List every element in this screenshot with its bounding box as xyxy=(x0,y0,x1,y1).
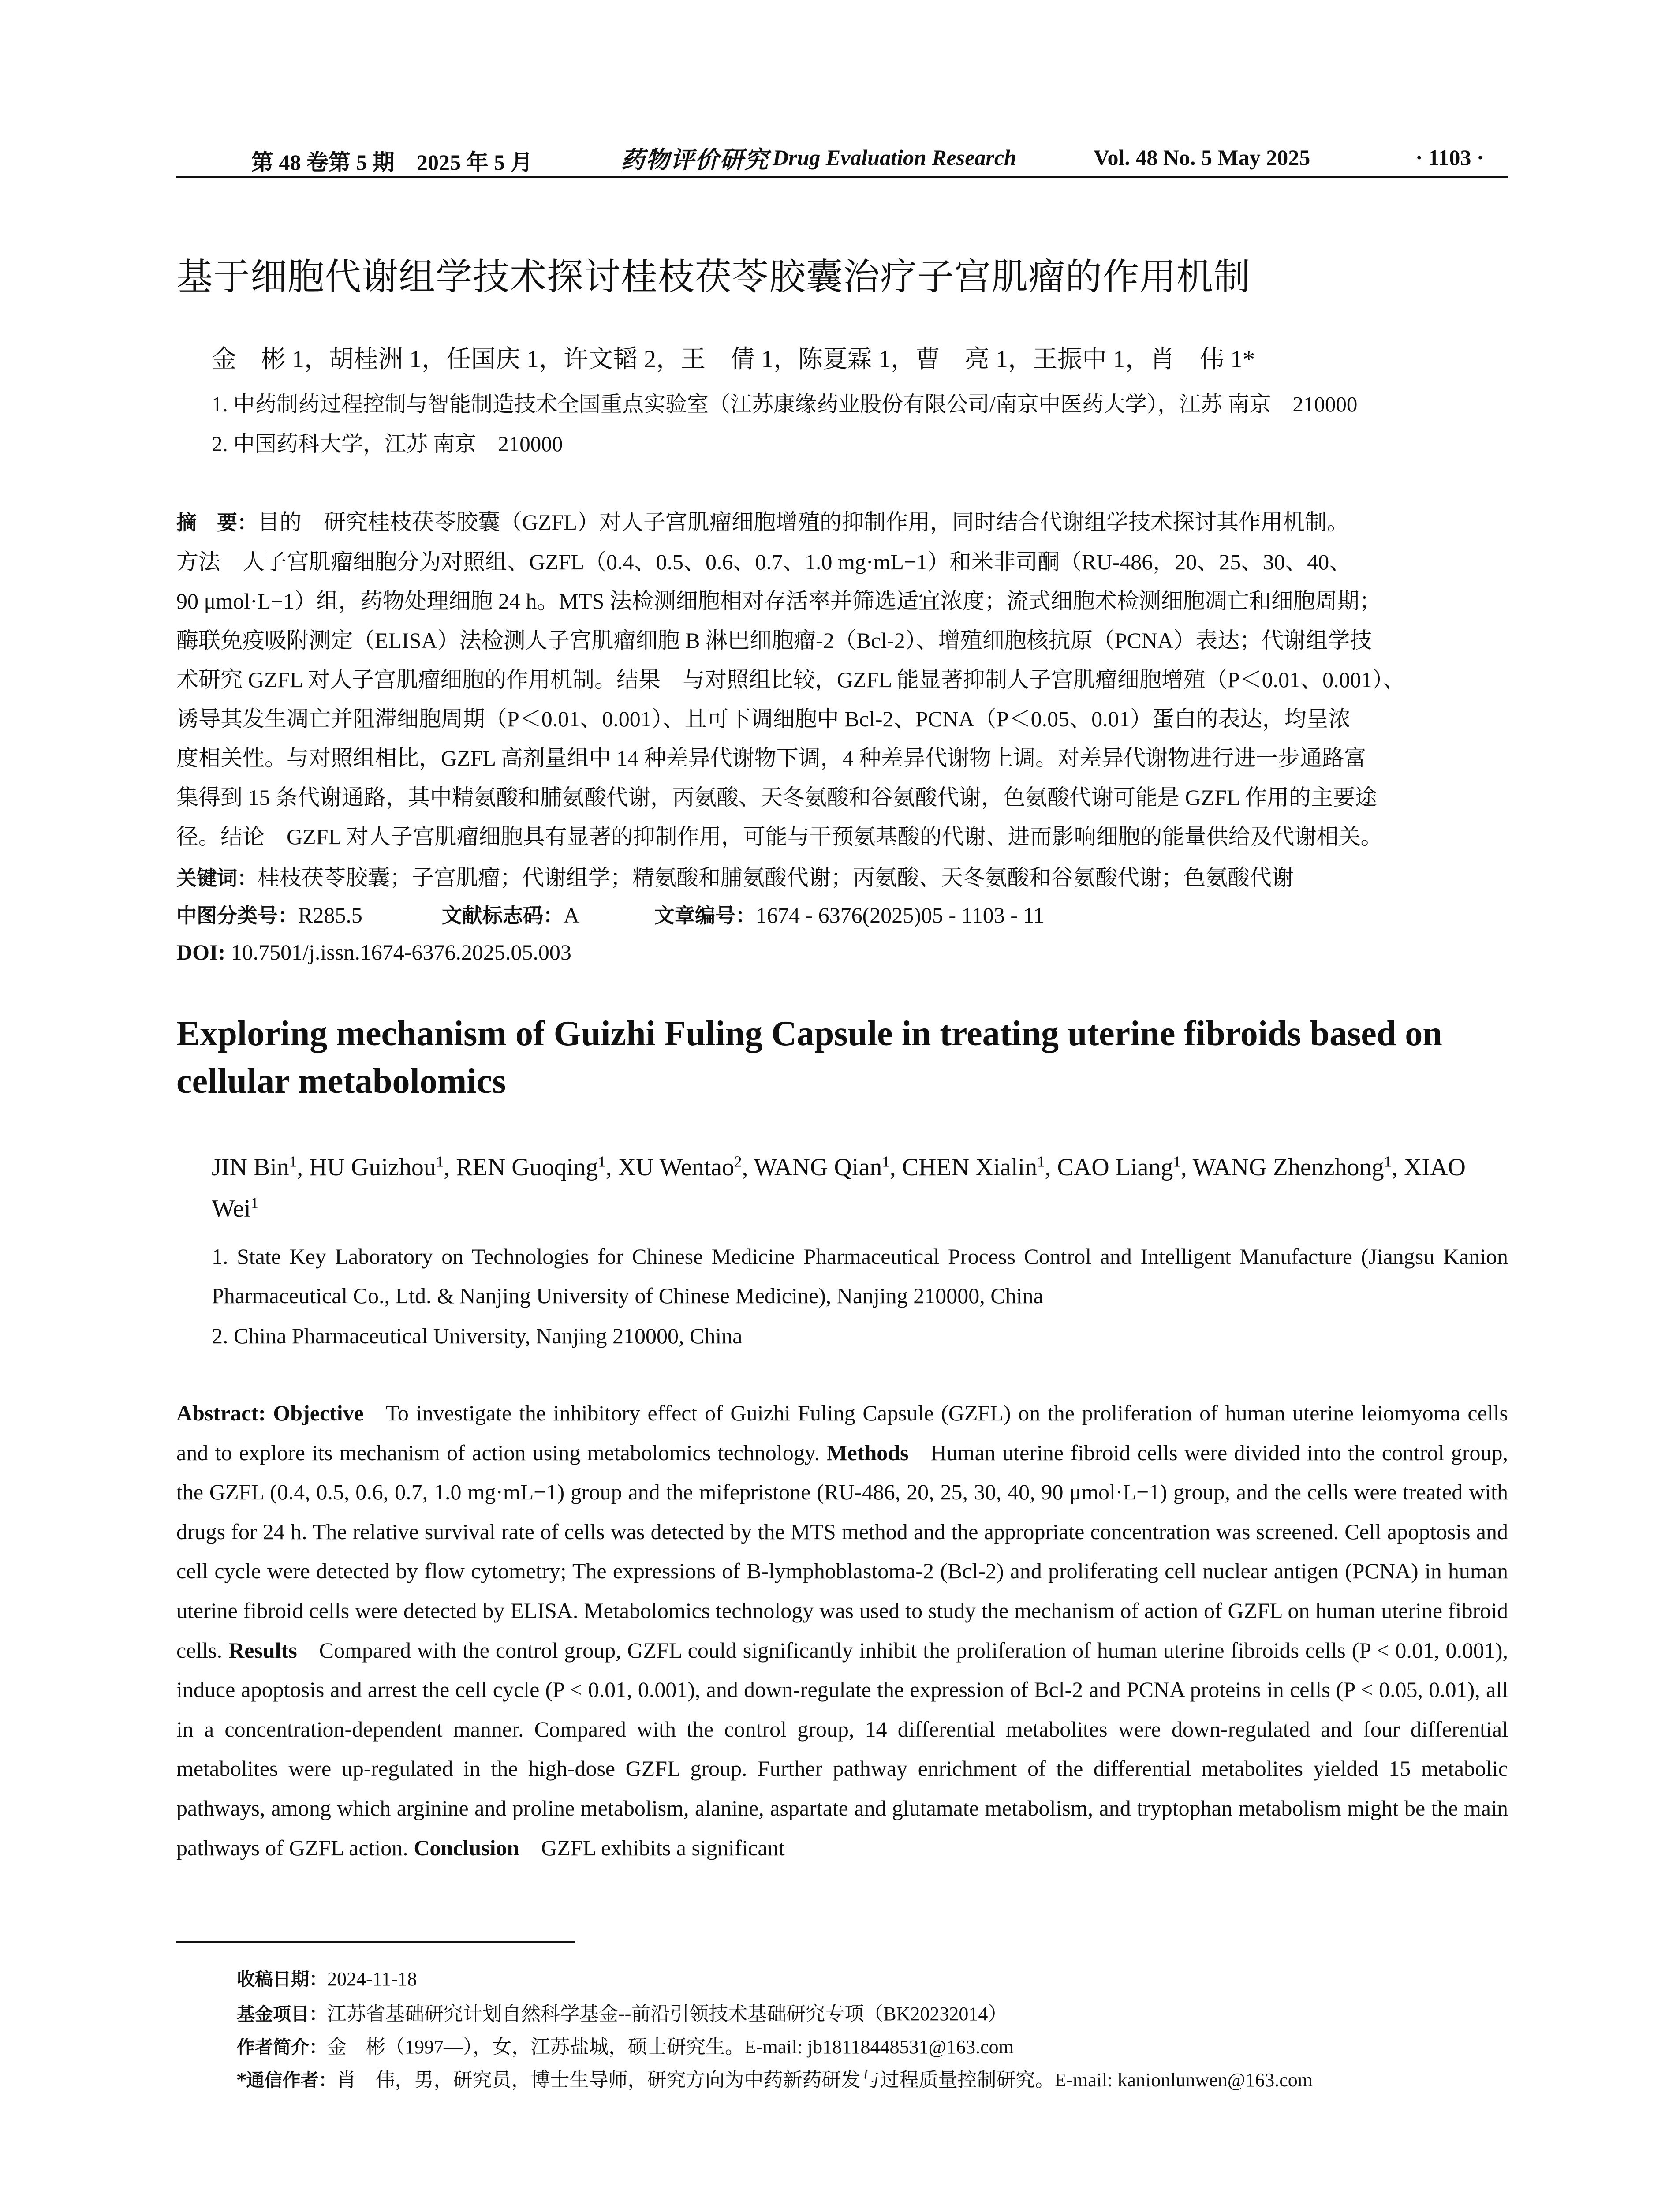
methods-label: Methods xyxy=(826,1440,909,1465)
cn-abstract-line: 径。结论 GZFL 对人子宫肌瘤细胞具有显著的抑制作用，可能与干预氨基酸的代谢、进而影响细胞的能量供给及代谢相关。 xyxy=(176,824,1383,849)
journal-logo: 药物评价研究 xyxy=(621,147,769,173)
article-no-value: 1674 - 6376(2025)05 - 1103 - 11 xyxy=(755,903,1045,927)
conclusion-text: GZFL exhibits a significant xyxy=(541,1835,785,1860)
cn-classification xyxy=(176,900,1045,929)
article-no-label: 文章编号： xyxy=(654,904,756,927)
cn-abstract-label: 摘 要： xyxy=(176,511,258,534)
objective-text: To investigate the inhibitory effect of Guizhi Fuling Capsule (GZFL) on the proliferation of human uterine leiomyoma cells and to explore its mechanism of action using metabolomics technology. xyxy=(176,1401,1508,1465)
en-affiliation-1: 1. State Key Laboratory on Technologies for Chinese Medicine Pharmaceutical Process Control and Intelligent Manufacture (Jiangsu Kanion Pharmaceutical Co., Ltd. & Nanjing University of Chinese Medicine), Nanjing 210000, China xyxy=(212,1244,1508,1308)
cn-abstract-line: 90 μmol·L−1）组，药物处理细胞 24 h。MTS 法检测细胞相对存活率并筛选适宜浓度；流式细胞术检测细胞凋亡和细胞周期； xyxy=(176,589,1381,613)
en-abstract-label: Abstract: xyxy=(176,1401,266,1425)
cn-abstract-line: 酶联免疫吸附测定（ELISA）法检测人子宫肌瘤细胞 B 淋巴细胞瘤-2（Bcl-2）、增殖细胞核抗原（PCNA）表达；代谢组学技 xyxy=(176,628,1372,653)
cn-abstract xyxy=(176,503,1508,856)
cn-keywords-text: 桂枝茯苓胶囊；子宫肌瘤；代谢组学；精氨酸和脯氨酸代谢；丙氨酸、天冬氨酸和谷氨酸代谢；色氨酸代谢 xyxy=(258,865,1294,890)
cn-keywords-label: 关键词： xyxy=(176,866,258,890)
header-rule xyxy=(176,176,1508,178)
clc-value: R285.5 xyxy=(298,903,362,927)
footnote-rule xyxy=(176,1941,575,1943)
doi-line xyxy=(176,939,571,965)
results-text: Compared with the control group, GZFL could significantly inhibit the proliferation of human uterine fibroids cells (P < 0.01, 0.001), induce apoptosis and arrest the cell cycle (P < 0.01, 0.001), and down-regulate the expression of Bcl-2 and PCNA proteins in cells (P < 0.05, 0.01), all in a concentration-dependent manner. Compared with the control group, 14 differential metabolites were down-regulated and four differential metabolites were up-regulated in the high-dose GZFL group. Further pathway enrichment of the differential metabolites yielded 15 metabolic pathways, among which arginine and proline metabolism, alanine, aspartate and glutamate metabolism, and tryptophan metabolism might be the main pathways of GZFL action. xyxy=(176,1637,1508,1860)
methods-text: Human uterine fibroid cells were divided into the control group, the GZFL (0.4, 0.5, 0.6, 0.7, 1.0 mg·mL−1) group and the mifepristone (RU-486, 20, 25, 30, 40, 90 μmol·L−1) group, and the cells were treated with drugs for 24 h. The relative survival rate of cells was detected by the MTS method and the appropriate concentration was screened. Cell apoptosis and cell cycle were detected by flow cytometry; The expressions of B-lymphoblastoma-2 (Bcl-2) and proliferating cell nuclear antigen (PCNA) in human uterine fibroid cells were detected by ELISA. Metabolomics technology was used to study the mechanism of action of GZFL on human uterine fibroid cells. xyxy=(176,1440,1508,1663)
footnote-corresponding: *通信作者：肖 伟，男，研究员，博士生导师，研究方向为中药新药研发与过程质量控制研究。E-mail: kanionlunwen@163.com xyxy=(237,2069,1313,2091)
clc-label: 中图分类号： xyxy=(176,904,298,927)
cn-abstract-line: 度相关性。与对照组相比，GZFL 高剂量组中 14 种差异代谢物下调，4 种差异代谢物上调。对差异代谢物进行进一步通路富 xyxy=(176,746,1366,770)
footnote-fund: 基金项目：江苏省基础研究计划自然科学基金--前沿引领技术基础研究专项（BK20232014） xyxy=(237,2003,1008,2025)
cn-affiliation-1: 1. 中药制药过程控制与智能制造技术全国重点实验室（江苏康缘药业股份有限公司/南京中医药大学），江苏 南京 210000 xyxy=(212,392,1358,416)
results-label: Results xyxy=(228,1637,297,1663)
cn-authors: 金 彬 1，胡桂洲 1，任国庆 1，许文韬 2，王 倩 1，陈夏霖 1，曹 亮 1，王振中 1，肖 伟 1* xyxy=(212,346,1255,373)
footnote-author: 作者简介：金 彬（1997—），女，江苏盐城，硕士研究生。E-mail: jb18118448531@163.com xyxy=(237,2036,1014,2058)
doi-label: DOI: xyxy=(176,940,226,964)
objective-label: Objective xyxy=(273,1401,364,1425)
issue-info-cn: 第 48 卷第 5 期 2025 年 5 月 xyxy=(251,150,533,175)
doc-code-value: A xyxy=(563,903,579,927)
cn-abstract-line: 方法 人子宫肌瘤细胞分为对照组、GZFL（0.4、0.5、0.6、0.7、1.0 mg·mL−1）和米非司酮（RU-486，20、25、30、40、 xyxy=(176,549,1351,574)
volume-info: Vol. 48 No. 5 May 2025 xyxy=(1094,145,1310,170)
running-header xyxy=(176,140,1508,175)
page-number: · 1103 · xyxy=(1415,145,1484,170)
cn-abstract-line: 诱导其发生凋亡并阻滞细胞周期（P＜0.01、0.001）、且可下调细胞中 Bcl-2、PCNA（P＜0.05、0.01）蛋白的表达，均呈浓 xyxy=(176,706,1351,731)
footnote-received: 收稿日期：2024-11-18 xyxy=(237,1968,417,1990)
conclusion-label: Conclusion xyxy=(414,1835,519,1860)
doi-value: 10.7501/j.issn.1674-6376.2025.05.003 xyxy=(231,940,571,964)
en-title: Exploring mechanism of Guizhi Fuling Capsule in treating uterine fibroids based on cellular metabolomics xyxy=(176,1014,1442,1101)
cn-abstract-line: 集得到 15 条代谢通路，其中精氨酸和脯氨酸代谢，丙氨酸、天冬氨酸和谷氨酸代谢，色氨酸代谢可能是 GZFL 作用的主要途 xyxy=(176,785,1378,810)
cn-affiliation-2: 2. 中国药科大学，江苏 南京 210000 xyxy=(212,432,563,456)
en-affiliation-2: 2. China Pharmaceutical University, Nanjing 210000, China xyxy=(212,1323,743,1348)
doc-code-label: 文献标志码： xyxy=(441,904,564,927)
cn-title: 基于细胞代谢组学技术探讨桂枝茯苓胶囊治疗子宫肌瘤的作用机制 xyxy=(176,255,1251,298)
en-authors: JIN Bin$^1$, HU Guizhou$^1$, REN Guoqing$^1$, XU Wentao$^2$, WANG Qian$^1$, CHEN Xialin$^1$, CAO Liang$^1$, WANG Zhenzhong$^1$, XIAO Wei$^1$ xyxy=(212,1153,1466,1222)
cn-keywords xyxy=(176,860,1294,892)
cn-abstract-line: 摘 要：目的 研究桂枝茯苓胶囊（GZFL）对人子宫肌瘤细胞增殖的抑制作用，同时结合代谢组学技术探讨其作用机制。 xyxy=(176,510,1349,534)
journal-name: Drug Evaluation Research xyxy=(773,145,1016,170)
en-abstract xyxy=(176,1394,1508,1868)
cn-abstract-line: 术研究 GZFL 对人子宫肌瘤细胞的作用机制。结果 与对照组比较，GZFL 能显著抑制人子宫肌瘤细胞增殖（P＜0.01、0.001）、 xyxy=(176,667,1405,692)
